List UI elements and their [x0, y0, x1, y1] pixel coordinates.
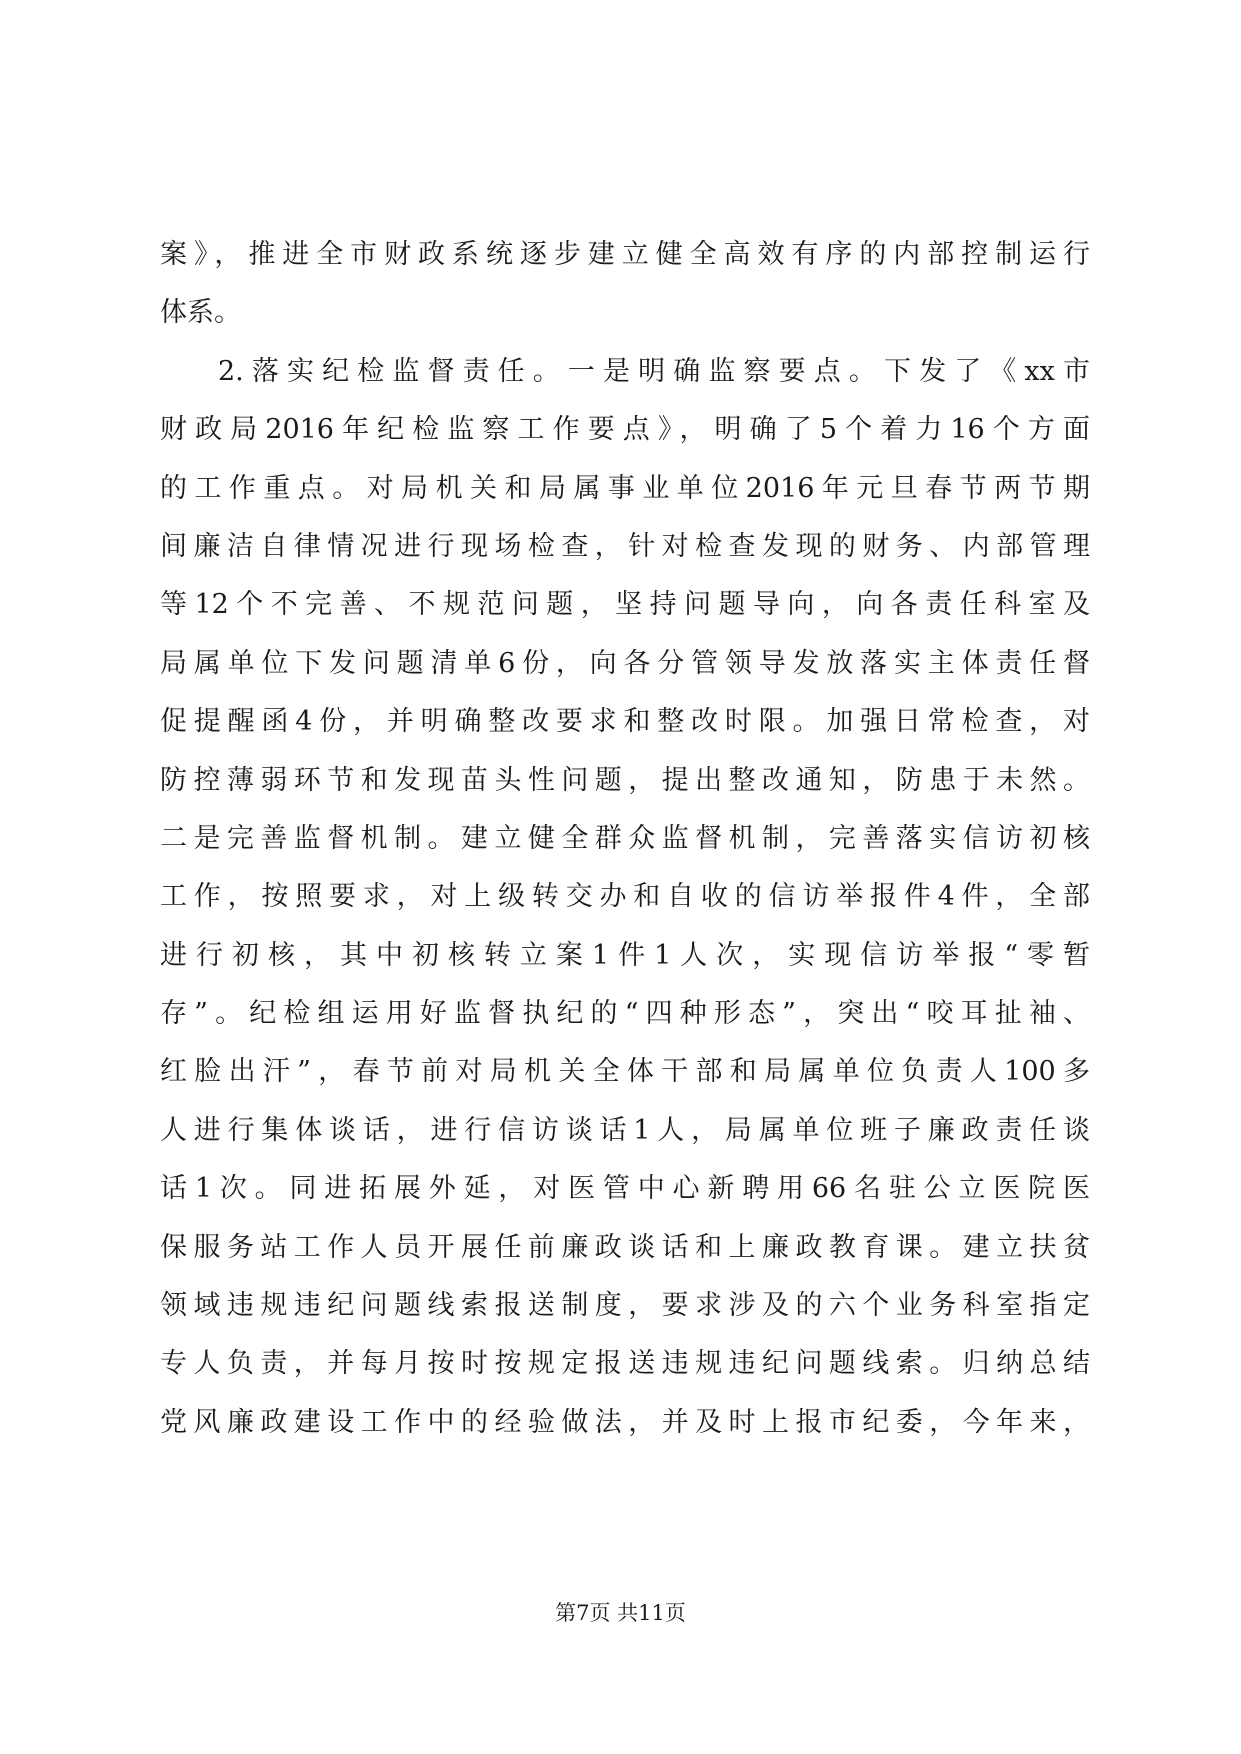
text-line: 的工作重点。对局机关和局属事业单位2016年元旦春节两节期	[160, 472, 1090, 504]
text-line: 话1次。同进拓展外延，对医管中心新聘用66名驻公立医院医	[160, 1173, 1090, 1205]
text-line: 进行初核，其中初核转立案1件1人次，实现信访举报“零暂	[160, 939, 1090, 971]
text-line: 局属单位下发问题清单6份，向各分管领导发放落实主体责任督	[160, 647, 1090, 679]
text-line: 领域违规违纪问题线索报送制度，要求涉及的六个业务科室指定	[160, 1290, 1090, 1322]
text-line: 体系。	[160, 297, 241, 329]
text-line: 红脸出汗”，春节前对局机关全体干部和局属单位负责人100多	[160, 1056, 1090, 1088]
text-line: 财政局2016年纪检监察工作要点》，明确了5个着力16个方面	[160, 414, 1090, 446]
text-line: 专人负责，并每月按时按规定报送违规违纪问题线索。归纳总结	[160, 1348, 1090, 1380]
text-line: 等12个不完善、不规范问题，坚持问题导向，向各责任科室及	[160, 589, 1090, 621]
text-line: 促提醒函4份，并明确整改要求和整改时限。加强日常检查，对	[160, 706, 1090, 738]
text-line: 工作，按照要求，对上级转交办和自收的信访举报件4件，全部	[160, 881, 1090, 913]
page-number-footer: 第7页 共11页	[555, 1601, 686, 1625]
text-line: 人进行集体谈话，进行信访谈话1人，局属单位班子廉政责任谈	[160, 1114, 1090, 1146]
text-line: 二是完善监督机制。建立健全群众监督机制，完善落实信访初核	[160, 822, 1090, 854]
text-line: 党风廉政建设工作中的经验做法，并及时上报市纪委，今年来，	[160, 1406, 1090, 1438]
text-line: 防控薄弱环节和发现苗头性问题，提出整改通知，防患于未然。	[160, 764, 1090, 796]
text-line: 间廉洁自律情况进行现场检查，针对检查发现的财务、内部管理	[160, 530, 1090, 562]
text-line: 案》，推进全市财政系统逐步建立健全高效有序的内部控制运行	[160, 239, 1090, 270]
text-line: 保服务站工作人员开展任前廉政谈话和上廉政教育课。建立扶贫	[160, 1231, 1090, 1263]
text-line: 2.落实纪检监督责任。一是明确监察要点。下发了《xx市	[218, 355, 1090, 387]
text-line: 存”。纪检组运用好监督执纪的“四种形态”，突出“咬耳扯袖、	[160, 998, 1090, 1030]
body-text	[160, 226, 1090, 1452]
